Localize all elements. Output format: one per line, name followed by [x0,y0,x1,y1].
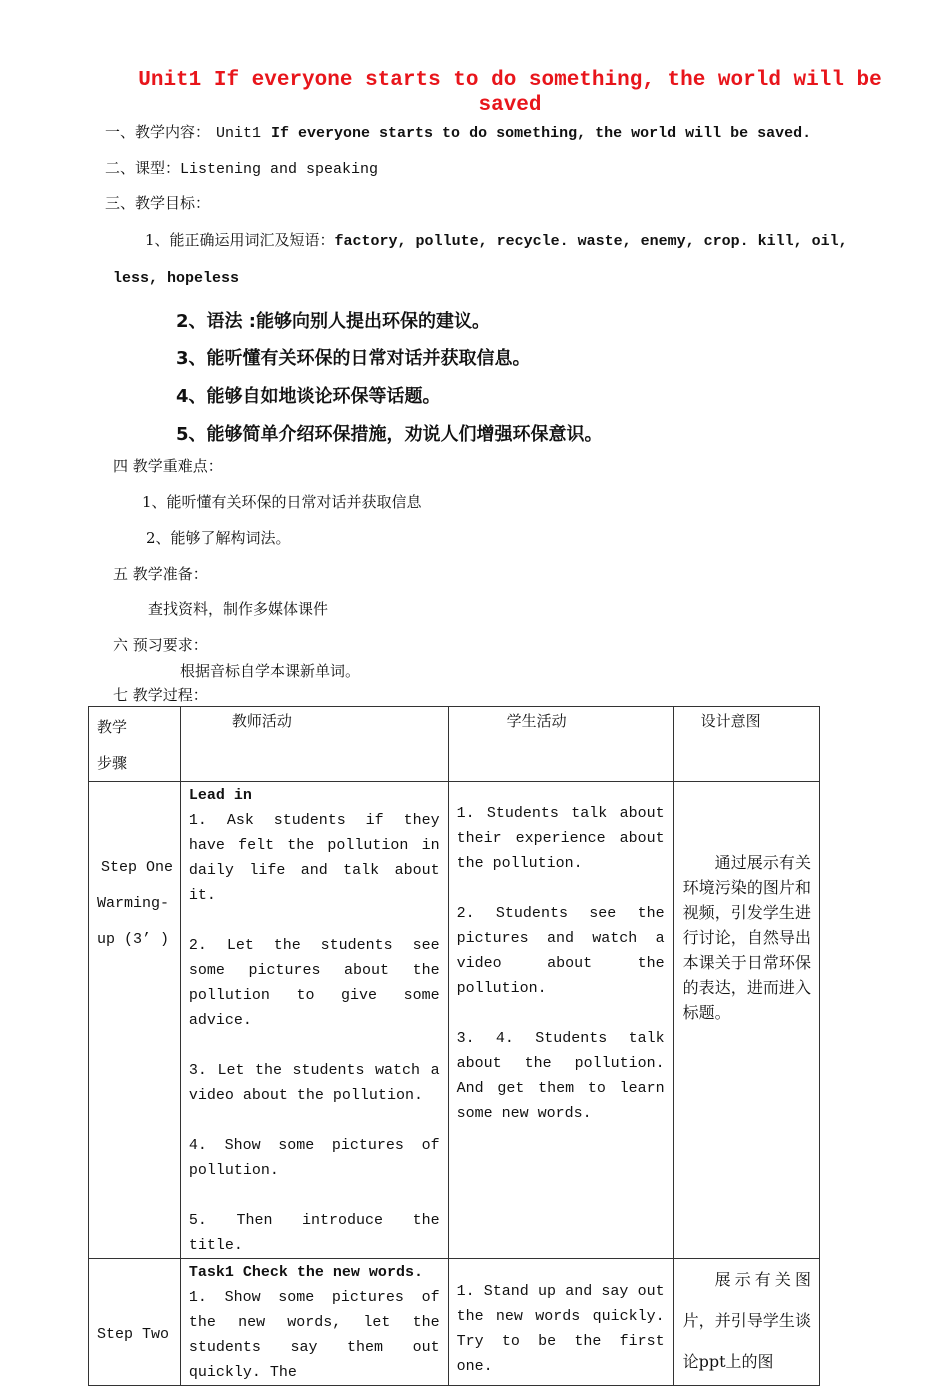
student-item-1: 1. Students talk about their experience about the pollution. [456,805,665,872]
goal-5: 5、能够简单介绍环保措施，劝说人们增强环保意识。 [176,424,603,445]
key-point-1: 1、能听懂有关环保的日常对话并获取信息 [142,493,422,511]
section-process-label: 七 教学过程： [113,686,208,704]
student-item-2: 2. Students see the pictures and watch a video about the pollution. [456,905,665,997]
goal-1-prefix: 1、能正确运用词汇及短语： [145,231,335,249]
step-one-line1: Step One [101,859,174,876]
goal-1-words: factory, pollute, recycle. waste, enemy, crop. kill, oil, [334,233,848,250]
header-student: 学生活动 [506,712,567,730]
step-one-line3: up (3’ ) [97,931,170,948]
student-item-3: 3. 4. Students talk about the pollution. And get them to learn some new words. [456,1030,665,1122]
lesson-type-label: 二、课型： [105,159,181,177]
header-step-line1: 教学 [97,718,128,736]
teacher-item-1: 1. Ask students if they have felt the pollution in daily life and talk about it. [188,812,440,904]
design-intent-cell [673,1259,819,1386]
design-intent-cell [673,782,819,1259]
student-task1-text: 1. Stand up and say out the new words quickly. Try to be the first one. [456,1283,665,1375]
teaching-process-table [88,706,820,1386]
section-goals-label: 三、教学目标： [105,194,211,212]
section-lesson-type [105,157,378,178]
header-step-cell [89,707,181,782]
header-step-line2: 步骤 [97,754,128,772]
header-teacher: 教师活动 [231,712,292,730]
header-design: 设计意图 [700,712,761,730]
step-one-cell [89,782,181,1259]
preparation-text: 查找资料，制作多媒体课件 [148,600,329,618]
table-row [89,1259,820,1386]
table-header-row [89,707,820,782]
document-title: Unit1 If everyone starts to do something, the world will be saved [138,69,882,117]
goal-1-words-cont: less, hopeless [113,270,240,287]
header-student-cell [448,707,673,782]
key-point-2: 2、能够了解构词法。 [146,529,291,547]
preview-text: 根据音标自学本课新单词。 [180,662,361,680]
design-intent-text-2: 展示有关图片，并引导学生谈论ppt上的图 [682,1270,811,1371]
task1-heading: Task1 Check the new words. [188,1264,423,1281]
teacher-heading: Lead in [188,787,252,804]
step-one-line2: Warming- [97,895,170,912]
header-teacher-cell [180,707,448,782]
goal-1 [145,229,848,250]
goal-4: 4、能够自如地谈论环保等话题。 [176,386,441,407]
section-content [105,121,811,142]
section-key-points-label: 四 教学重难点： [113,457,223,475]
section-preparation-label: 五 教学准备： [113,565,208,583]
teacher-activity-cell [180,782,448,1259]
step-two-cell [89,1259,181,1386]
goal-2: 2、语法 :能够向别人提出环保的建议。 [176,311,490,332]
design-intent-text: 通过展示有关环境污染的图片和视频，引发学生进行讨论，自然导出本课关于日常环保的表达，进而进入标题。 [682,853,811,1022]
section-preview-label: 六 预习要求： [113,636,208,654]
teacher-item-2: 2. Let the students see some pictures about the pollution to give some advice. [188,937,440,1029]
step-two-label: Step Two [97,1326,170,1343]
header-design-cell [673,707,819,782]
teacher-item-4: 4. Show some pictures of pollution. [188,1137,440,1179]
unit-title: If everyone starts to do something, the world will be saved. [271,125,812,142]
table-row [89,782,820,1259]
teacher-activity-cell [180,1259,448,1386]
teacher-item-5: 5. Then introduce the title. [188,1212,440,1254]
student-activity-cell [448,1259,673,1386]
unit-label: Unit1 [216,125,262,142]
task1-text: 1. Show some pictures of the new words, let the students say them out quickly. The [188,1289,440,1381]
lesson-type-value: Listening and speaking [180,161,379,178]
section-content-label: 一、教学内容： [105,123,211,141]
goal-3: 3、能听懂有关环保的日常对话并获取信息。 [176,348,531,369]
teacher-item-3: 3. Let the students watch a video about the pollution. [188,1062,440,1104]
student-activity-cell [448,782,673,1259]
